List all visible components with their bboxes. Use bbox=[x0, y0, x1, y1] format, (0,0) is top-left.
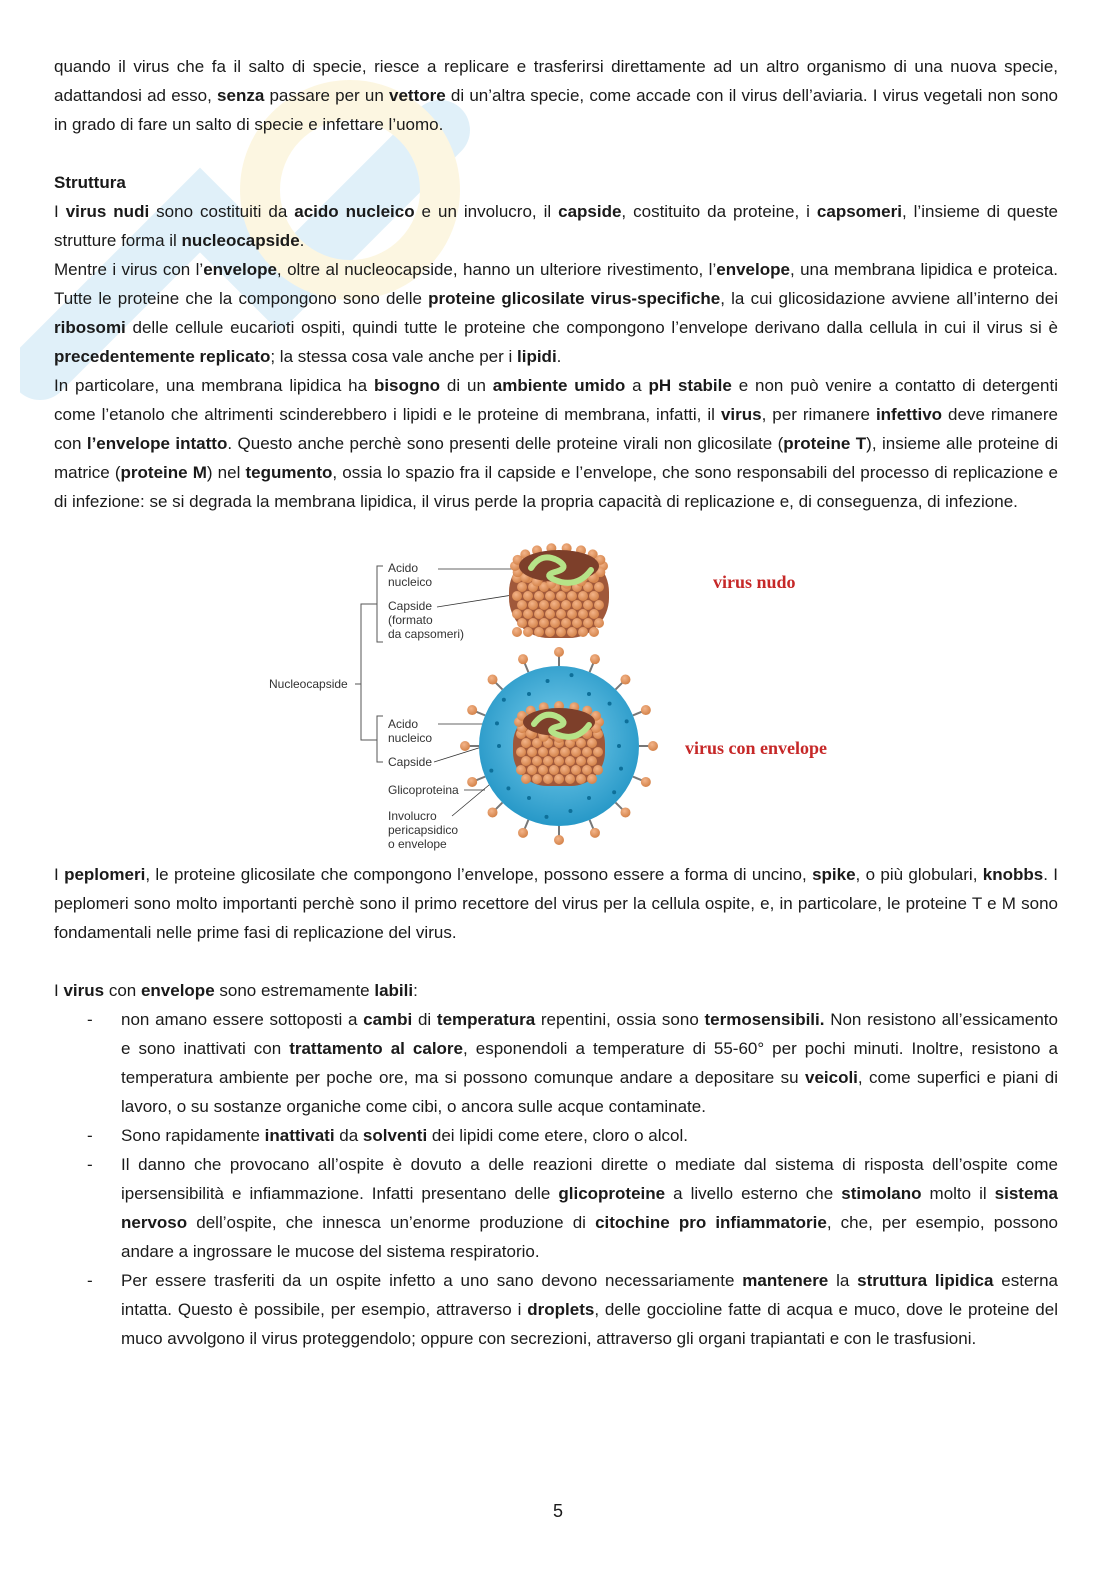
capsomer-bead bbox=[538, 747, 548, 757]
capsomer-bead bbox=[532, 774, 542, 784]
capsomer-bead bbox=[565, 756, 575, 766]
capsomer-bead bbox=[571, 747, 581, 757]
glycoprotein-head bbox=[590, 654, 600, 664]
capsomer-bead bbox=[576, 774, 586, 784]
capsomer-bead bbox=[527, 747, 537, 757]
capsomer-bead bbox=[521, 756, 531, 766]
capsomer-bead bbox=[565, 774, 575, 784]
capsomer-bead bbox=[572, 600, 582, 610]
capsomer-bead bbox=[543, 756, 553, 766]
list-item: - non amano essere sottoposti a cambi di temperatura repentini, ossia sono termosensibili. Non resistono all’essicamento e sono inattivati con trattamento al calore, esponendoli a temperature di 55-60° per pochi minuti. Inoltre, resistono a temperatura ambiente per poche ore, ma si possono comunque andare a depositare su veicoli, come superfici e piani di lavoro, o su sostanze organiche come cibi, o ancora sulle acque contaminate. bbox=[54, 1005, 1058, 1121]
capsomer-bead bbox=[594, 600, 604, 610]
paragraph-labili: I virus con envelope sono estremamente labili: bbox=[54, 981, 418, 1000]
capsomer-bead bbox=[516, 765, 526, 775]
capsomer-bead bbox=[561, 600, 571, 610]
capsomer-bead bbox=[549, 765, 559, 775]
capsomer-bead bbox=[539, 600, 549, 610]
capsomer-bead bbox=[582, 747, 592, 757]
capsomer-bead bbox=[572, 618, 582, 628]
page-number: 5 bbox=[552, 1501, 563, 1521]
envelope-dot bbox=[587, 692, 591, 696]
glycoprotein-head bbox=[641, 777, 651, 787]
envelope-dot bbox=[495, 721, 499, 725]
capsomer-bead bbox=[512, 609, 522, 619]
paragraph-peplomeri: I peplomeri, le proteine glicosilate che compongono l’envelope, possono essere a forma di uncino, spike, o più globulari, knobbs. I peplomeri sono molto importanti perchè sono il primo recettore del virus per la cellula ospite, e, in particolare, le proteine T e M sono fondamentali nelle prime fasi di replicazione del virus. bbox=[54, 865, 1059, 942]
glycoprotein-head bbox=[620, 675, 630, 685]
envelope-dot bbox=[608, 702, 612, 706]
glycoprotein-head bbox=[620, 807, 630, 817]
glycoprotein-head bbox=[518, 654, 528, 664]
capsomer-bead bbox=[534, 591, 544, 601]
capsomer-bead bbox=[523, 627, 533, 637]
capsomer-bead bbox=[589, 609, 599, 619]
enveloped-virus-illustration bbox=[460, 647, 658, 845]
capsomer-bead bbox=[561, 618, 571, 628]
list-item: - Il danno che provocano all’ospite è dovuto a delle reazioni dirette o mediate dal sistema di risposta dell’ospite come ipersensibilità e infiammazione. Infatti presentano delle glicoproteine a livello esterno che stimolano molto il sistema nervoso dell’ospite, che innesca un’enorme produzione di citochine pro infiammatorie, che, per esempio, possono andare a ingrossare le mucose del sistema respiratorio. bbox=[54, 1150, 1058, 1266]
capsomer-bead bbox=[550, 618, 560, 628]
glycoprotein-head bbox=[554, 835, 564, 845]
capsomer-bead bbox=[578, 627, 588, 637]
glycoprotein-head bbox=[641, 705, 651, 715]
capsomer-bead bbox=[538, 765, 548, 775]
glycoprotein-head bbox=[488, 675, 498, 685]
svg-text:nucleico: nucleico bbox=[388, 731, 433, 745]
bracket-lines bbox=[355, 566, 383, 762]
capsomer-bead bbox=[534, 627, 544, 637]
capsomer-bead bbox=[593, 765, 603, 775]
capsomer-bead bbox=[594, 582, 604, 592]
paragraph-membrana: In particolare, una membrana lipidica ha bisogno di un ambiente umido a pH stabile e non può venire a contatto di detergenti come l’etanolo che altrimenti scinderebbero i lipidi e le proteine di membrana, infatti, il virus, per rimanere infettivo deve rimanere con l’envelope intatto. Questo anche perchè sono presenti delle proteine virali non glicosilate (proteine T), insieme alle proteine di matrice (proteine M) nel tegumento, ossia lo spazio fra il capside e l’envelope, che sono responsabili del processo di replicazione e di infezione: se si degrada la membrana lipidica, il virus perde la propria capacità di replicazione e, di conseguenza, di infezione. bbox=[54, 376, 1059, 511]
svg-text:Capside: Capside bbox=[388, 599, 433, 613]
capsomer-bead bbox=[517, 582, 527, 592]
capsomer-bead bbox=[571, 765, 581, 775]
capsomer-bead bbox=[549, 747, 559, 757]
envelope-dot bbox=[497, 744, 501, 748]
capsomer-bead bbox=[567, 609, 577, 619]
capsomer-bead bbox=[578, 591, 588, 601]
envelope-dot bbox=[625, 719, 629, 723]
svg-text:da capsomeri): da capsomeri) bbox=[388, 627, 465, 641]
capsomer-bead bbox=[528, 618, 538, 628]
capsomer-bead bbox=[556, 627, 566, 637]
capsomer-bead bbox=[528, 600, 538, 610]
capsomer-bead bbox=[516, 747, 526, 757]
envelope-dot bbox=[570, 673, 574, 677]
envelope-dot bbox=[489, 769, 493, 773]
virus-structure-figure bbox=[251, 524, 861, 854]
glycoprotein-head bbox=[488, 807, 498, 817]
capsomer-bead bbox=[554, 774, 564, 784]
capsomer-bead bbox=[545, 591, 555, 601]
capsomer-bead bbox=[523, 591, 533, 601]
envelope-dot bbox=[527, 796, 531, 800]
capsomer-bead bbox=[560, 747, 570, 757]
capsomer-bead bbox=[583, 618, 593, 628]
svg-text:Involucro: Involucro bbox=[388, 809, 437, 823]
naked-virus-illustration bbox=[509, 543, 609, 638]
envelope-dot bbox=[544, 815, 548, 819]
svg-text:Acido: Acido bbox=[388, 717, 419, 731]
capsomer-bead bbox=[576, 756, 586, 766]
capsomer-bead bbox=[532, 756, 542, 766]
capsomer-bead bbox=[543, 774, 553, 784]
capsomer-bead bbox=[512, 627, 522, 637]
capsomer-bead bbox=[554, 756, 564, 766]
capsomer-bead bbox=[578, 609, 588, 619]
svg-text:o envelope: o envelope bbox=[388, 837, 447, 851]
capsomer-bead bbox=[523, 609, 533, 619]
capsomer-bead bbox=[587, 738, 597, 748]
glycoprotein-head bbox=[590, 828, 600, 838]
capsomer-bead bbox=[534, 609, 544, 619]
envelope-dot bbox=[568, 809, 572, 813]
envelope-dot bbox=[612, 790, 616, 794]
title-virus-con-envelope: virus con envelope bbox=[685, 738, 827, 758]
envelope-dot bbox=[546, 679, 550, 683]
list-item: - Sono rapidamente inattivati da solventi dei lipidi come etere, cloro o alcol. bbox=[54, 1121, 1058, 1150]
capsomer-bead bbox=[527, 765, 537, 775]
glycoprotein-head bbox=[467, 777, 477, 787]
glycoprotein-head bbox=[467, 705, 477, 715]
envelope-dot bbox=[587, 796, 591, 800]
properties-list bbox=[54, 1005, 1058, 1353]
envelope-dot bbox=[619, 767, 623, 771]
title-virus-nudo: virus nudo bbox=[713, 572, 796, 592]
capsomer-bead bbox=[521, 738, 531, 748]
capsomer-bead bbox=[594, 618, 604, 628]
paragraph-envelope: Mentre i virus con l’envelope, oltre al nucleocapside, hanno un ulteriore rivestimento, l’envelope, una membrana lipidica e proteica. Tutte le proteine che la compongono sono delle proteine glicosilate virus-specifiche, la cui glicosidazione avviene all’interno dei ribosomi delle cellule eucarioti ospiti, quindi tutte le proteine che compongono l’envelope derivano dalla cellula in cui il virus si è precedentemente replicato; la stessa cosa vale anche per i lipidi. bbox=[54, 260, 1058, 366]
virus-structure-diagram bbox=[251, 524, 861, 854]
capsomer-bead bbox=[567, 627, 577, 637]
label-nucleocapside: Nucleocapside bbox=[269, 677, 348, 691]
paragraph-virus-nudi: I virus nudi sono costituiti da acido nucleico e un involucro, il capside, costituito da proteine, i capsomeri, l’insieme di queste strutture forma il nucleocapside. bbox=[54, 202, 1059, 250]
capsomer-bead bbox=[545, 627, 555, 637]
svg-text:(formato: (formato bbox=[388, 613, 433, 627]
capsomer-bead bbox=[589, 627, 599, 637]
capsomer-bead bbox=[545, 609, 555, 619]
envelope-dot bbox=[527, 692, 531, 696]
envelope-dot bbox=[617, 744, 621, 748]
svg-text:nucleico: nucleico bbox=[388, 575, 433, 589]
list-item: - Per essere trasferiti da un ospite infetto a uno sano devono necessariamente mantenere la struttura lipidica esterna intatta. Questo è possibile, per esempio, attraverso i droplets, delle goccioline fatte di acqua e muco, dove le proteine del muco avvolgono il virus proteggendolo; oppure con secrezioni, attraverso gli organi trapiantati e con le trasfusioni. bbox=[54, 1266, 1058, 1353]
capsomer-bead bbox=[587, 774, 597, 784]
capsomer-bead bbox=[589, 591, 599, 601]
glycoprotein-head bbox=[648, 741, 658, 751]
capsomer-bead bbox=[550, 600, 560, 610]
paragraph-intro: quando il virus che fa il salto di specie, riesce a replicare e trasferirsi direttamente ad un altro organismo di una nuova specie, adattandosi ad esso, senza passare per un vettore di un’altra specie, come accade con il virus dell’aviaria. I virus vegetali non sono in grado di fare un salto di specie e infettare l’uomo. bbox=[54, 57, 1058, 134]
svg-text:pericapsidico: pericapsidico bbox=[388, 823, 459, 837]
capsomer-bead bbox=[593, 747, 603, 757]
envelope-dot bbox=[502, 698, 506, 702]
svg-text:Glicoproteina: Glicoproteina bbox=[388, 783, 459, 797]
capsomer-bead bbox=[517, 618, 527, 628]
envelope-dot bbox=[506, 786, 510, 790]
capsomer-bead bbox=[512, 591, 522, 601]
capsomer-bead bbox=[539, 618, 549, 628]
svg-text:Capside: Capside bbox=[388, 755, 433, 769]
capsomer-bead bbox=[587, 756, 597, 766]
svg-text:Acido: Acido bbox=[388, 561, 419, 575]
glycoprotein-head bbox=[460, 741, 470, 751]
capsomer-bead bbox=[521, 774, 531, 784]
capsomer-bead bbox=[567, 591, 577, 601]
glycoprotein-head bbox=[554, 647, 564, 657]
glycoprotein-head bbox=[518, 828, 528, 838]
document-page bbox=[54, 52, 1058, 1353]
section-heading: Struttura bbox=[54, 173, 126, 192]
capsomer-bead bbox=[556, 591, 566, 601]
bottom-labels bbox=[388, 717, 459, 851]
capsomer-bead bbox=[582, 765, 592, 775]
capsomer-bead bbox=[556, 609, 566, 619]
capsomer-bead bbox=[560, 765, 570, 775]
top-labels bbox=[388, 561, 464, 641]
capsomer-bead bbox=[517, 600, 527, 610]
capsomer-bead bbox=[583, 600, 593, 610]
